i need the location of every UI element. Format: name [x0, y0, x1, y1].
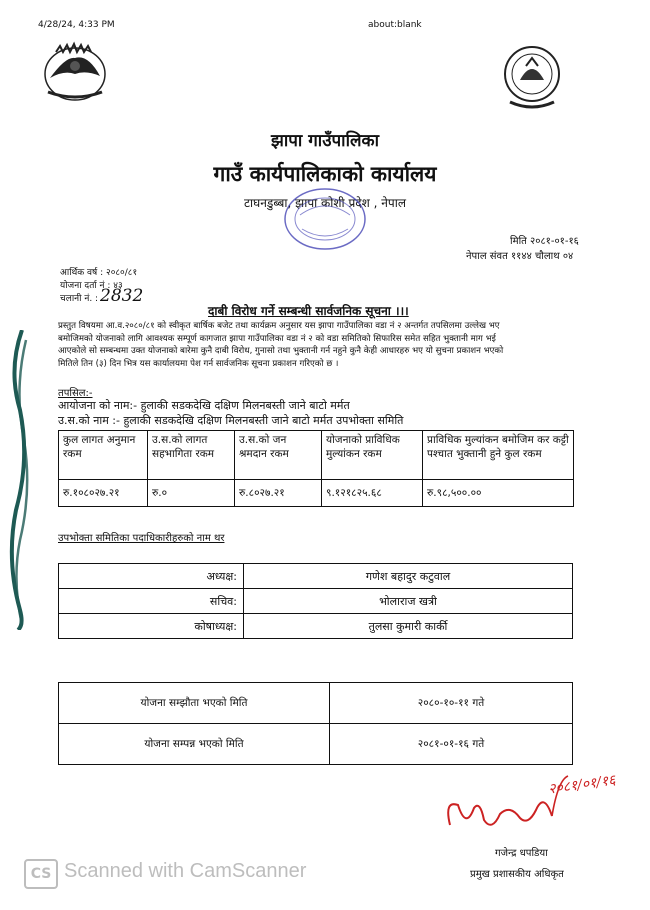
notice-body-line: मितिले तिन (३) दिन भित्र यस कार्यालयमा पेश गर्न सार्वजनिक सूचना प्रकाशन गरिएको छ ।	[58, 358, 339, 369]
header-office-name: गाउँ कार्यपालिकाको कार्यालय	[213, 162, 437, 186]
signatory-title: प्रमुख प्रशासकीय अधिकृत	[470, 869, 564, 880]
cost-table	[58, 430, 574, 507]
cost-header-participation: उ.स.को लागत सहभागिता रकम	[148, 431, 235, 480]
table-row	[59, 683, 573, 724]
table-row	[59, 589, 573, 614]
official-name: भोलाराज खत्री	[244, 589, 573, 614]
agreement-value: २०८०-१०-११ गते	[330, 683, 573, 724]
table-row	[59, 724, 573, 765]
official-name: गणेश बहादुर कटुवाल	[244, 564, 573, 589]
chalani-number-handwritten: 2832	[100, 286, 144, 306]
print-page-title: about:blank	[368, 20, 422, 30]
cost-table-header-row	[59, 431, 574, 480]
notice-body-line: आएकोले सो सम्बन्धमा उक्त योजनाको बारेमा कुनै दाबी विरोध, गुनासो तथा भुक्तानी गर्न नहुने कुनै केही आधारहरु भए यो सुचना प्रकाशन भएको	[58, 346, 504, 356]
tapsil-label: तपसिल:-	[58, 388, 93, 399]
agreement-value: २०८१-०१-१६ गते	[330, 724, 573, 765]
signatory-name: गजेन्द्र धपडिया	[495, 848, 548, 859]
official-name: तुलसा कुमारी कार्की	[244, 614, 573, 639]
fiscal-year: आर्थिक वर्ष : २०८०/८१	[60, 268, 138, 278]
cost-header-net-payment: प्राविधिक मुल्यांकन बमोजिम कर कट्टी पश्चात भुक्तानी हुने कुल रकम	[423, 431, 574, 480]
notice-body-line: बमोजिमको योजनाको लागि आवश्यक सम्पूर्ण कागजात झापा गाउँपालिका वडा नं २ को वडा समितिको सिफारिस समेत सहित भुक्तानी माग भई	[58, 333, 496, 344]
cost-table-value-row	[59, 480, 574, 507]
camscanner-logo-icon: CS	[24, 859, 58, 889]
notice-body-line: प्रस्तुत विषयमा आ.व.२०८०/८१ को स्वीकृत बार्षिक बजेट तथा कार्यक्रम अनुसार यस झापा गाउँपालिका वडा नं २ अन्तर्गत तपसिलमा उल्लेख भए	[58, 321, 500, 331]
officials-heading: उपभोक्ता समितिका पदाधिकारीहरुको नाम थर	[58, 533, 225, 544]
date-miti: मिति २०८१-०१-१६	[510, 236, 579, 247]
notice-body	[58, 320, 598, 370]
binding-thread-icon	[0, 330, 40, 630]
cost-value-technical-evaluation: ९.१२१८२५.६८	[322, 480, 423, 507]
cost-value-net-payment: रु.९८,५००.००	[423, 480, 574, 507]
official-role: कोषाध्यक्ष:	[59, 614, 244, 639]
header-address: टाघनडुब्बा, झापा कोशी प्रदेश , नेपाल	[244, 196, 406, 210]
date-nepal-sambat: नेपाल संवत ११४४ चौलाथ ०४	[466, 251, 574, 262]
official-role: सचिव:	[59, 589, 244, 614]
palika-seal-logo	[500, 40, 564, 116]
cost-value-total-estimate: रु.१०८०२७.२१	[59, 480, 148, 507]
signature-date-handwritten: २०८१/०१/१६	[547, 772, 617, 798]
cost-header-labour: उ.स.को जन श्रमदान रकम	[235, 431, 322, 480]
project-name: आयोजना को नाम:- हुलाकी सडकदेखि दक्षिण मिलनबस्ती जाने बाटो मर्मत	[58, 399, 350, 412]
notice-title: दाबी विरोध गर्ने सम्बन्धी सार्वजनिक सूचना ।।।	[208, 304, 409, 318]
committee-name: उ.स.को नाम :- हुलाकी सडकदेखि दक्षिण मिलनबस्ती जाने बाटो मर्मत उपभोक्ता समिति	[58, 414, 404, 427]
table-row	[59, 614, 573, 639]
officials-table	[58, 563, 573, 639]
yojana-darta-number: योजना दर्ता नं : ४३	[60, 281, 123, 291]
table-row	[59, 564, 573, 589]
print-timestamp: 4/28/24, 4:33 PM	[38, 20, 115, 30]
cost-header-technical-evaluation: योजनाको प्राविधिक मुल्यांकन रकम	[322, 431, 423, 480]
camscanner-label: Scanned with CamScanner	[64, 860, 307, 882]
chalani-number-label: चलानी नं. :	[60, 294, 99, 304]
agreement-label: योजना सम्पन्न भएको मिति	[59, 724, 330, 765]
office-stamp-icon	[280, 185, 370, 255]
official-role: अध्यक्ष:	[59, 564, 244, 589]
cost-header-total-estimate: कुल लागत अनुमान रकम	[59, 431, 148, 480]
header-palika-name: झापा गाउँपालिका	[271, 131, 379, 151]
cost-value-labour: रु.८०२७.२१	[235, 480, 322, 507]
agreement-label: योजना सम्झौता भएको मिति	[59, 683, 330, 724]
cost-value-participation: रु.०	[148, 480, 235, 507]
agreement-dates-table	[58, 682, 573, 765]
nepal-emblem-logo	[36, 36, 114, 106]
